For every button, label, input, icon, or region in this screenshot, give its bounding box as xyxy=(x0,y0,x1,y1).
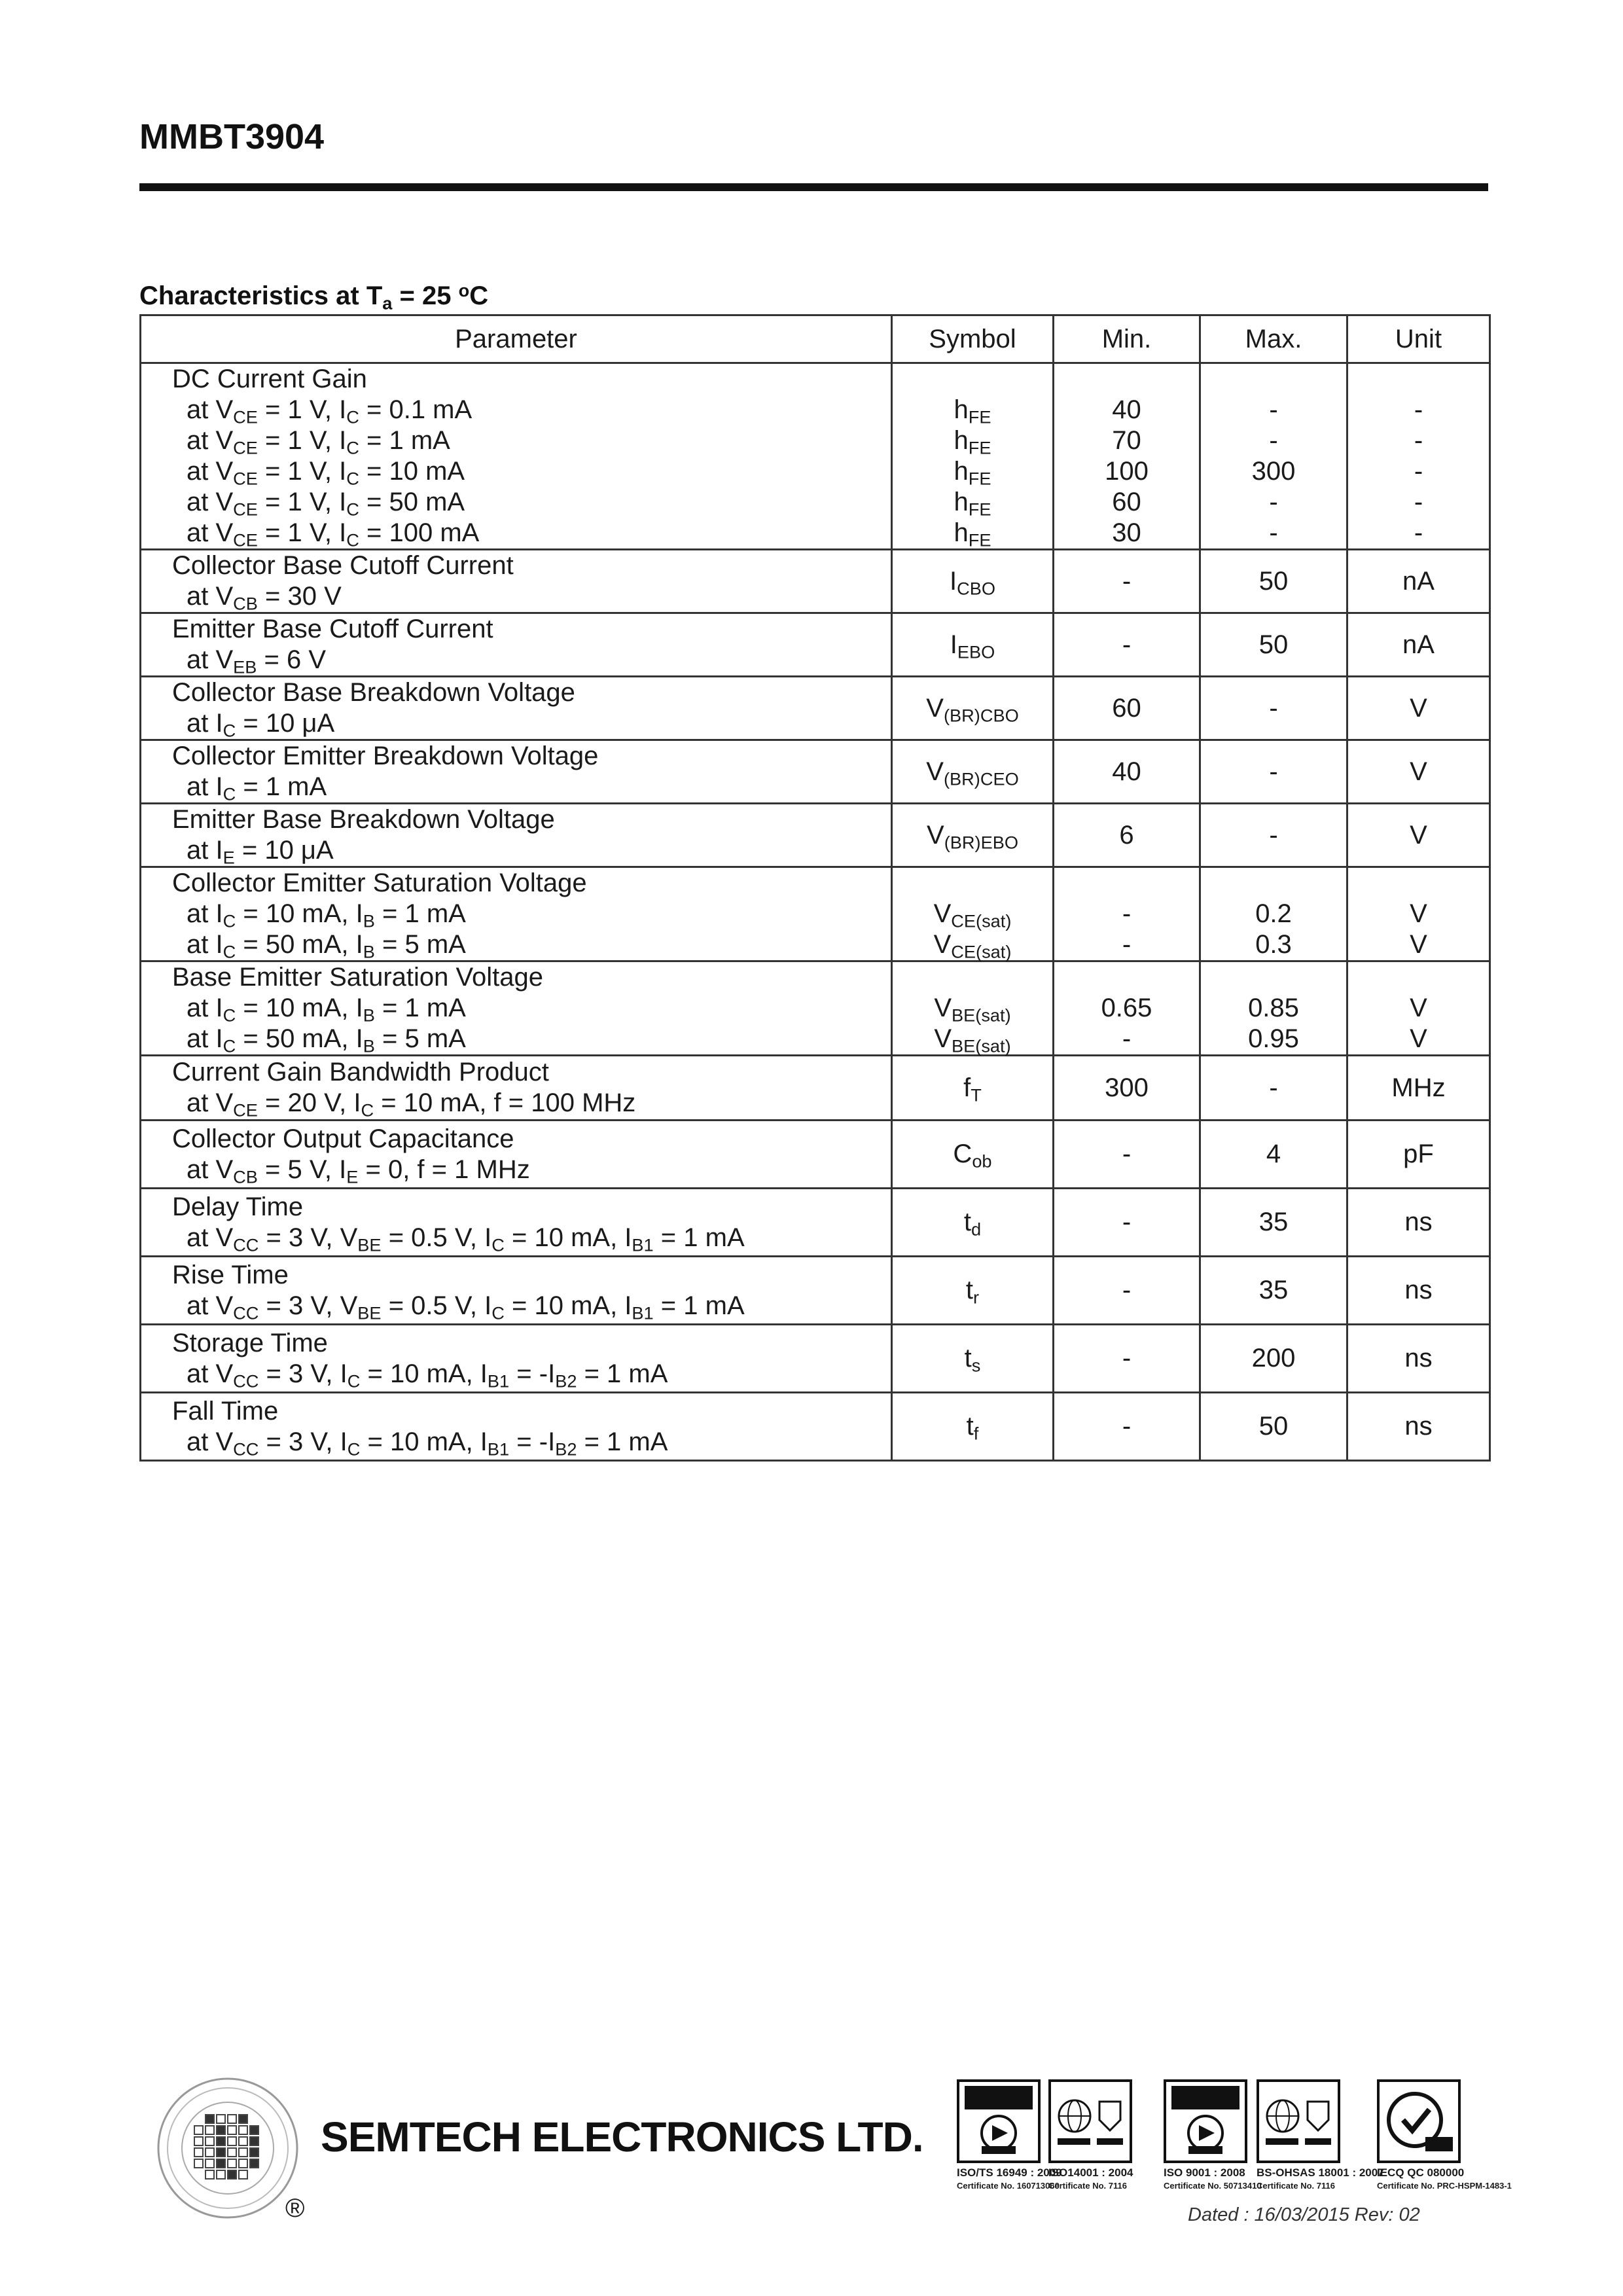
max-cell xyxy=(1200,740,1347,804)
unit-cell xyxy=(1347,550,1490,613)
max-cell xyxy=(1200,1393,1347,1461)
unit-value: pF xyxy=(1403,1139,1434,1168)
certification-badge xyxy=(957,2079,1041,2163)
max-value: - xyxy=(1269,395,1278,424)
min-value: - xyxy=(1122,930,1132,959)
table-row xyxy=(141,1325,1490,1393)
min-value: - xyxy=(1122,1139,1132,1168)
condition-text: at $I_C = 10$ mA, $I_B = 1$ mA xyxy=(187,899,466,931)
max-value: - xyxy=(1269,426,1278,455)
min-value: - xyxy=(1122,1208,1132,1236)
table-row xyxy=(141,363,1490,550)
symbol-text: $f_T$ xyxy=(963,1073,982,1105)
symbol-cell xyxy=(892,961,1054,1056)
symbol-text: $h_{FE}$ xyxy=(954,457,991,489)
unit-value: nA xyxy=(1402,566,1435,596)
table-row xyxy=(141,867,1490,961)
symbol-cell xyxy=(892,613,1054,677)
parameter-condition xyxy=(172,1024,891,1054)
table-row xyxy=(141,1056,1490,1121)
parameter-title: Collector Emitter Breakdown Voltage xyxy=(172,742,599,770)
symbol-text: $V_{BE(sat)}$ xyxy=(934,1024,1011,1056)
certification-number: Certificate No. PRC-HSPM-1483-1 xyxy=(1377,2181,1512,2191)
unit-value: V xyxy=(1410,693,1427,723)
parameter-condition xyxy=(172,581,891,612)
parameter-cell xyxy=(141,363,892,550)
certification-badge xyxy=(1257,2079,1340,2163)
certification-number: Certificate No. 7116 xyxy=(1257,2181,1335,2191)
max-value: - xyxy=(1269,820,1278,850)
header-unit: Unit xyxy=(1347,315,1490,363)
certification-badge xyxy=(1377,2079,1461,2163)
intertek-globe-icon xyxy=(1259,2152,1338,2163)
parameter-condition xyxy=(172,645,891,675)
min-value: - xyxy=(1122,1344,1132,1372)
unit-value: - xyxy=(1414,426,1423,455)
unit-cell xyxy=(1347,961,1490,1056)
table-row xyxy=(141,804,1490,867)
parameter-condition xyxy=(172,487,891,518)
max-cell xyxy=(1200,1121,1347,1189)
min-cell xyxy=(1054,1257,1200,1325)
parameter-title: Base Emitter Saturation Voltage xyxy=(172,963,543,992)
parameter-title: Delay Time xyxy=(172,1192,304,1221)
unit-value: V xyxy=(1410,757,1427,786)
condition-text: at $V_{CC} = 3$ V, $I_C = 10$ mA, $I_{B1} = -I_{B2} = 1$ mA xyxy=(187,1427,668,1460)
parameter-title: Storage Time xyxy=(172,1328,328,1357)
unit-cell xyxy=(1347,613,1490,677)
parameter-title: Fall Time xyxy=(172,1396,279,1426)
document-title: MMBT3904 xyxy=(139,117,325,156)
certification-badge xyxy=(1164,2079,1247,2163)
dekra-shield-icon xyxy=(1166,2152,1245,2163)
min-value: 40 xyxy=(1112,757,1141,786)
parameter-title: Current Gain Bandwidth Product xyxy=(172,1058,549,1086)
min-cell xyxy=(1054,1393,1200,1461)
condition-text: at $V_{CB} = 30$ V xyxy=(187,582,342,614)
symbol-value xyxy=(893,456,1052,487)
unit-value: - xyxy=(1414,518,1423,547)
caption-prefix: Characteristics at T xyxy=(139,281,383,310)
company-name: SEMTECH ELECTRONICS LTD. xyxy=(321,2113,923,2161)
max-value: 0.85 xyxy=(1248,994,1299,1022)
parameter-title: Collector Output Capacitance xyxy=(172,1124,514,1153)
symbol-cell xyxy=(892,1257,1054,1325)
condition-text: at $V_{CE} = 1$ V, $I_C = 1$ mA xyxy=(187,426,450,458)
unit-value: - xyxy=(1414,488,1423,516)
max-value: 50 xyxy=(1258,566,1289,596)
parameter-cell xyxy=(141,1056,892,1121)
max-value: - xyxy=(1269,518,1278,547)
max-cell xyxy=(1200,1189,1347,1257)
unit-cell xyxy=(1347,677,1490,740)
semtech-logo-icon xyxy=(156,2076,300,2220)
unit-cell xyxy=(1347,1325,1490,1393)
parameter-title: DC Current Gain xyxy=(172,365,367,393)
symbol-value xyxy=(893,630,1052,660)
min-cell xyxy=(1054,363,1200,550)
parameter-cell xyxy=(141,1393,892,1461)
max-value: - xyxy=(1269,488,1278,516)
min-cell xyxy=(1054,550,1200,613)
symbol-text: $V_{(BR)CEO}$ xyxy=(926,757,1019,789)
table-row xyxy=(141,740,1490,804)
caption-eq: = 25 xyxy=(392,281,459,310)
parameter-cell xyxy=(141,613,892,677)
condition-text: at $I_E = 10$ μA xyxy=(187,836,334,868)
table-header-row xyxy=(141,315,1490,363)
table-caption xyxy=(139,279,489,314)
unit-value: ns xyxy=(1404,1412,1433,1441)
max-cell xyxy=(1200,550,1347,613)
max-value: 300 xyxy=(1251,457,1296,486)
table-row xyxy=(141,1393,1490,1461)
header-max: Max. xyxy=(1200,315,1347,363)
parameter-condition xyxy=(172,1427,891,1458)
condition-text: at $I_C = 10$ μA xyxy=(187,709,335,741)
parameter-condition xyxy=(172,993,891,1024)
symbol-text: $V_{(BR)CBO}$ xyxy=(926,693,1019,726)
symbol-value xyxy=(893,1411,1052,1442)
min-cell xyxy=(1054,1189,1200,1257)
parameter-cell xyxy=(141,1189,892,1257)
unit-value: MHz xyxy=(1391,1073,1446,1102)
parameter-condition xyxy=(172,772,891,802)
parameter-cell xyxy=(141,1257,892,1325)
condition-text: at $I_C = 10$ mA, $I_B = 1$ mA xyxy=(187,994,466,1026)
unit-value: V xyxy=(1410,820,1427,850)
certification-standard: BS-OHSAS 18001 : 2007 xyxy=(1257,2166,1384,2179)
symbol-text: $t_d$ xyxy=(963,1208,982,1240)
condition-text: at $V_{CE} = 1$ V, $I_C = 100$ mA xyxy=(187,518,480,550)
max-value: 50 xyxy=(1258,1412,1289,1441)
symbol-value xyxy=(893,1024,1052,1054)
unit-cell xyxy=(1347,1121,1490,1189)
symbol-text: $h_{FE}$ xyxy=(954,488,991,520)
parameter-condition xyxy=(172,395,891,425)
parameter-condition xyxy=(172,456,891,487)
parameter-title: Emitter Base Cutoff Current xyxy=(172,615,493,643)
table-row xyxy=(141,550,1490,613)
parameter-cell xyxy=(141,1325,892,1393)
condition-text: at $I_C = 50$ mA, $I_B = 5$ mA xyxy=(187,1024,466,1056)
parameter-condition xyxy=(172,835,891,866)
unit-value: nA xyxy=(1402,630,1435,659)
symbol-text: $h_{FE}$ xyxy=(954,518,991,550)
max-value: 0.3 xyxy=(1255,930,1292,959)
min-value: 30 xyxy=(1112,518,1141,547)
condition-text: at $V_{CC} = 3$ V, $V_{BE} = 0.5$ V, $I_C = 10$ mA, $I_{B1} = 1$ mA xyxy=(187,1223,745,1255)
symbol-cell xyxy=(892,1393,1054,1461)
parameter-title: Collector Base Cutoff Current xyxy=(172,551,514,580)
symbol-cell xyxy=(892,363,1054,550)
symbol-text: $I_{CBO}$ xyxy=(949,566,996,599)
unit-value: - xyxy=(1414,457,1423,486)
parameter-condition xyxy=(172,899,891,929)
max-value: - xyxy=(1269,1073,1278,1102)
symbol-text: $t_f$ xyxy=(966,1412,979,1444)
header-min: Min. xyxy=(1054,315,1200,363)
symbol-value xyxy=(893,395,1052,425)
condition-text: at $V_{CC} = 3$ V, $V_{BE} = 0.5$ V, $I_C = 10$ mA, $I_{B1} = 1$ mA xyxy=(187,1291,745,1323)
unit-cell xyxy=(1347,1393,1490,1461)
certification-standard: ISO 9001 : 2008 xyxy=(1164,2166,1245,2179)
max-cell xyxy=(1200,867,1347,961)
min-cell xyxy=(1054,1325,1200,1393)
parameter-condition xyxy=(172,425,891,456)
unit-cell xyxy=(1347,1257,1490,1325)
condition-text: at $V_{CE} = 1$ V, $I_C = 50$ mA xyxy=(187,488,465,520)
symbol-text: $t_r$ xyxy=(965,1276,980,1308)
parameter-condition xyxy=(172,1359,891,1390)
parameter-title: Emitter Base Breakdown Voltage xyxy=(172,805,555,834)
intertek-globe-icon xyxy=(1051,2152,1130,2163)
max-value: 0.95 xyxy=(1248,1024,1299,1053)
symbol-text: $V_{CE(sat)}$ xyxy=(933,899,1012,931)
caption-degree: o xyxy=(458,279,470,300)
dated-revision: Dated : 16/03/2015 Rev: 02 xyxy=(1188,2204,1420,2225)
symbol-value xyxy=(893,1073,1052,1103)
dekra-shield-icon xyxy=(959,2152,1038,2163)
parameter-condition xyxy=(172,1155,891,1185)
header-symbol: Symbol xyxy=(892,315,1054,363)
symbol-value xyxy=(893,820,1052,851)
certification-number: Certificate No. 160713060 xyxy=(957,2181,1060,2191)
min-value: - xyxy=(1122,630,1132,659)
parameter-title: Collector Emitter Saturation Voltage xyxy=(172,869,587,897)
table-row xyxy=(141,677,1490,740)
min-value: 40 xyxy=(1112,395,1141,424)
unit-value: V xyxy=(1410,994,1427,1022)
unit-value: ns xyxy=(1404,1208,1433,1236)
symbol-value xyxy=(893,487,1052,518)
symbol-value xyxy=(893,1207,1052,1238)
unit-value: ns xyxy=(1404,1344,1433,1372)
parameter-condition xyxy=(172,1223,891,1253)
unit-value: - xyxy=(1414,395,1423,424)
certification-standard: IECQ QC 080000 xyxy=(1377,2166,1465,2179)
min-cell xyxy=(1054,677,1200,740)
min-cell xyxy=(1054,961,1200,1056)
header-parameter: Parameter xyxy=(141,315,892,363)
unit-value: ns xyxy=(1404,1276,1433,1304)
max-cell xyxy=(1200,363,1347,550)
parameter-title: Collector Base Breakdown Voltage xyxy=(172,678,575,707)
symbol-value xyxy=(893,993,1052,1024)
symbol-value xyxy=(893,566,1052,597)
unit-cell xyxy=(1347,1056,1490,1121)
condition-text: at $V_{CE} = 1$ V, $I_C = 10$ mA xyxy=(187,457,465,489)
symbol-cell xyxy=(892,740,1054,804)
min-value: - xyxy=(1122,899,1132,928)
parameter-title: Rise Time xyxy=(172,1260,289,1289)
condition-text: at $V_{CC} = 3$ V, $I_C = 10$ mA, $I_{B1} = -I_{B2} = 1$ mA xyxy=(187,1359,668,1391)
min-cell xyxy=(1054,804,1200,867)
condition-text: at $V_{EB} = 6$ V xyxy=(187,645,327,677)
parameter-condition xyxy=(172,518,891,548)
max-cell xyxy=(1200,1056,1347,1121)
condition-text: at $I_C = 50$ mA, $I_B = 5$ mA xyxy=(187,930,466,962)
unit-value: V xyxy=(1410,1024,1427,1053)
symbol-text: $t_s$ xyxy=(964,1344,981,1376)
characteristics-table xyxy=(139,314,1491,1462)
max-cell xyxy=(1200,1257,1347,1325)
symbol-value xyxy=(893,757,1052,787)
caption-unit: C xyxy=(469,281,489,310)
max-cell xyxy=(1200,804,1347,867)
max-value: 200 xyxy=(1251,1344,1296,1372)
table-row xyxy=(141,1257,1490,1325)
parameter-condition xyxy=(172,1088,891,1119)
sgs-seal-icon xyxy=(1380,2152,1458,2163)
symbol-text: $C_{ob}$ xyxy=(953,1139,992,1172)
min-cell xyxy=(1054,1121,1200,1189)
unit-cell xyxy=(1347,363,1490,550)
symbol-value xyxy=(893,1343,1052,1374)
certification-badge xyxy=(1048,2079,1132,2163)
symbol-cell xyxy=(892,677,1054,740)
symbol-value xyxy=(893,518,1052,548)
parameter-condition xyxy=(172,1291,891,1321)
title-rule xyxy=(139,183,1488,191)
max-cell xyxy=(1200,677,1347,740)
min-value: 100 xyxy=(1105,457,1149,486)
condition-text: at $I_C = 1$ mA xyxy=(187,772,327,804)
symbol-text: $I_{EBO}$ xyxy=(950,630,995,662)
condition-text: at $V_{CE} = 1$ V, $I_C = 0.1$ mA xyxy=(187,395,473,427)
unit-cell xyxy=(1347,867,1490,961)
symbol-text: $V_{CE(sat)}$ xyxy=(933,930,1012,962)
min-value: - xyxy=(1122,566,1132,596)
parameter-cell xyxy=(141,550,892,613)
unit-cell xyxy=(1347,804,1490,867)
symbol-value xyxy=(893,1139,1052,1170)
max-value: 35 xyxy=(1258,1276,1289,1304)
caption-sub: a xyxy=(382,293,393,314)
certification-standard: ISO14001 : 2004 xyxy=(1048,2166,1133,2179)
parameter-cell xyxy=(141,961,892,1056)
unit-value: V xyxy=(1410,930,1427,959)
max-value: 4 xyxy=(1266,1139,1281,1168)
table-row xyxy=(141,613,1490,677)
min-value: - xyxy=(1122,1412,1132,1441)
unit-value: V xyxy=(1410,899,1427,928)
symbol-cell xyxy=(892,1056,1054,1121)
table-row xyxy=(141,1121,1490,1189)
symbol-cell xyxy=(892,804,1054,867)
table-row xyxy=(141,961,1490,1056)
min-cell xyxy=(1054,613,1200,677)
symbol-cell xyxy=(892,550,1054,613)
max-value: - xyxy=(1269,757,1278,786)
min-value: - xyxy=(1122,1276,1132,1304)
unit-cell xyxy=(1347,740,1490,804)
certification-standard: ISO/TS 16949 : 2009 xyxy=(957,2166,1062,2179)
parameter-cell xyxy=(141,740,892,804)
parameter-cell xyxy=(141,867,892,961)
symbol-value xyxy=(893,929,1052,960)
symbol-value xyxy=(893,899,1052,929)
min-value: 60 xyxy=(1112,488,1141,516)
symbol-value xyxy=(893,693,1052,724)
symbol-text: $V_{BE(sat)}$ xyxy=(934,994,1011,1026)
max-value: 35 xyxy=(1258,1208,1289,1236)
parameter-cell xyxy=(141,677,892,740)
symbol-cell xyxy=(892,867,1054,961)
parameter-cell xyxy=(141,804,892,867)
max-cell xyxy=(1200,613,1347,677)
max-cell xyxy=(1200,961,1347,1056)
condition-text: at $V_{CB} = 5$ V, $I_E = 0$, f = 1 MHz xyxy=(187,1155,530,1187)
parameter-cell xyxy=(141,1121,892,1189)
unit-cell xyxy=(1347,1189,1490,1257)
max-value: 0.2 xyxy=(1255,899,1292,928)
max-cell xyxy=(1200,1325,1347,1393)
max-value: 50 xyxy=(1258,630,1289,659)
parameter-condition xyxy=(172,708,891,739)
registered-mark: ® xyxy=(285,2194,305,2223)
min-value: 300 xyxy=(1105,1073,1149,1102)
min-value: - xyxy=(1122,1024,1132,1053)
certification-number: Certificate No. 50713410 xyxy=(1164,2181,1262,2191)
symbol-cell xyxy=(892,1189,1054,1257)
min-value: 0.65 xyxy=(1101,994,1152,1022)
symbol-value xyxy=(893,425,1052,456)
min-value: 6 xyxy=(1119,820,1134,850)
symbol-cell xyxy=(892,1121,1054,1189)
condition-text: at $V_{CE} = 20$ V, $I_C = 10$ mA, f = 100 MHz xyxy=(187,1088,636,1121)
certification-number: Certificate No. 7116 xyxy=(1048,2181,1127,2191)
min-value: 70 xyxy=(1112,426,1141,455)
symbol-cell xyxy=(892,1325,1054,1393)
min-value: 60 xyxy=(1112,693,1141,723)
table-row xyxy=(141,1189,1490,1257)
symbol-text: $h_{FE}$ xyxy=(954,426,991,458)
min-cell xyxy=(1054,740,1200,804)
symbol-text: $h_{FE}$ xyxy=(954,395,991,427)
symbol-text: $V_{(BR)EBO}$ xyxy=(927,820,1018,853)
min-cell xyxy=(1054,867,1200,961)
max-value: - xyxy=(1269,693,1278,723)
parameter-condition xyxy=(172,929,891,960)
min-cell xyxy=(1054,1056,1200,1121)
symbol-value xyxy=(893,1275,1052,1306)
table-body xyxy=(141,363,1490,1461)
